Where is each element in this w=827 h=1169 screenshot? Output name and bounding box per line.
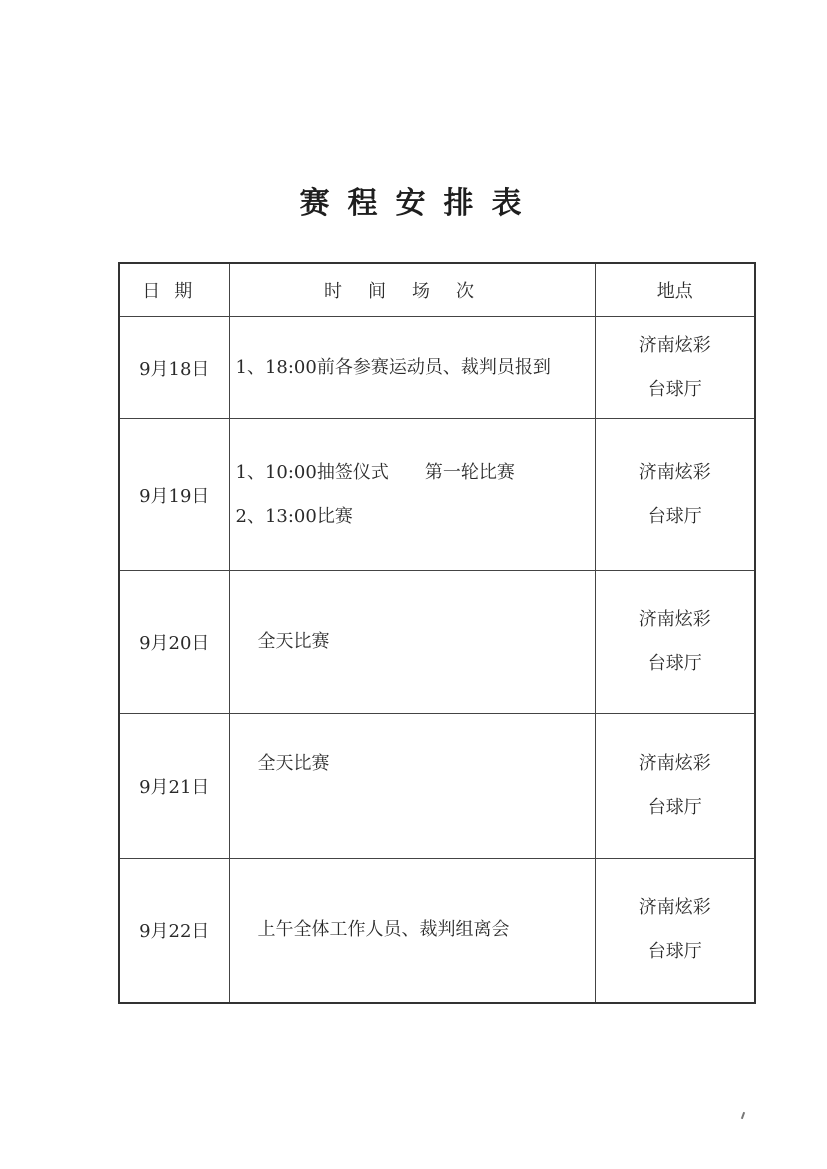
header-date-label: 日期 <box>142 281 207 302</box>
header-time-label: 时间场次 <box>324 281 500 302</box>
schedule-line: 1、18:00前各参赛运动员、裁判员报到 <box>235 356 551 378</box>
table-header-row <box>119 263 755 317</box>
location-line: 济南炫彩 <box>638 753 711 774</box>
header-location-label: 地点 <box>656 281 693 302</box>
schedule-line: 上午全体工作人员、裁判组离会 <box>257 919 510 941</box>
schedule-line: 全天比赛 <box>257 753 330 774</box>
table-row <box>119 714 755 859</box>
location-line: 台球厅 <box>647 797 702 818</box>
table-row <box>119 317 755 419</box>
schedule-line: 1、10:00抽签仪式 第一轮比赛 <box>235 461 515 483</box>
header-time <box>229 263 595 317</box>
page-title: 赛程安排表 <box>299 186 540 221</box>
row-schedule <box>229 714 595 859</box>
row-location <box>595 571 755 714</box>
location-line: 台球厅 <box>647 653 702 674</box>
schedule-line: 2、13:00比赛 <box>235 505 353 527</box>
row-date: 9月18日 <box>119 317 229 419</box>
table-row <box>119 859 755 1003</box>
table-row <box>119 419 755 571</box>
location-line: 济南炫彩 <box>638 461 711 483</box>
row-date: 9月20日 <box>119 571 229 714</box>
location-line: 台球厅 <box>647 505 702 527</box>
row-schedule <box>229 859 595 1003</box>
location-line: 济南炫彩 <box>638 334 711 356</box>
location-line: 台球厅 <box>647 378 702 400</box>
location-line: 台球厅 <box>647 941 702 963</box>
location-line: 济南炫彩 <box>638 609 711 630</box>
schedule-table <box>118 262 756 1004</box>
location-line: 济南炫彩 <box>638 897 711 919</box>
row-location <box>595 317 755 419</box>
schedule-line: 全天比赛 <box>257 631 330 652</box>
table-row <box>119 571 755 714</box>
row-location <box>595 859 755 1003</box>
header-location <box>595 263 755 317</box>
row-schedule <box>229 419 595 571</box>
row-location <box>595 419 755 571</box>
row-schedule <box>229 317 595 419</box>
row-location <box>595 714 755 859</box>
row-date: 9月19日 <box>119 419 229 571</box>
row-schedule <box>229 571 595 714</box>
row-date: 9月21日 <box>119 714 229 859</box>
row-date: 9月22日 <box>119 859 229 1003</box>
scan-mark <box>741 1112 745 1119</box>
header-date <box>119 263 229 317</box>
